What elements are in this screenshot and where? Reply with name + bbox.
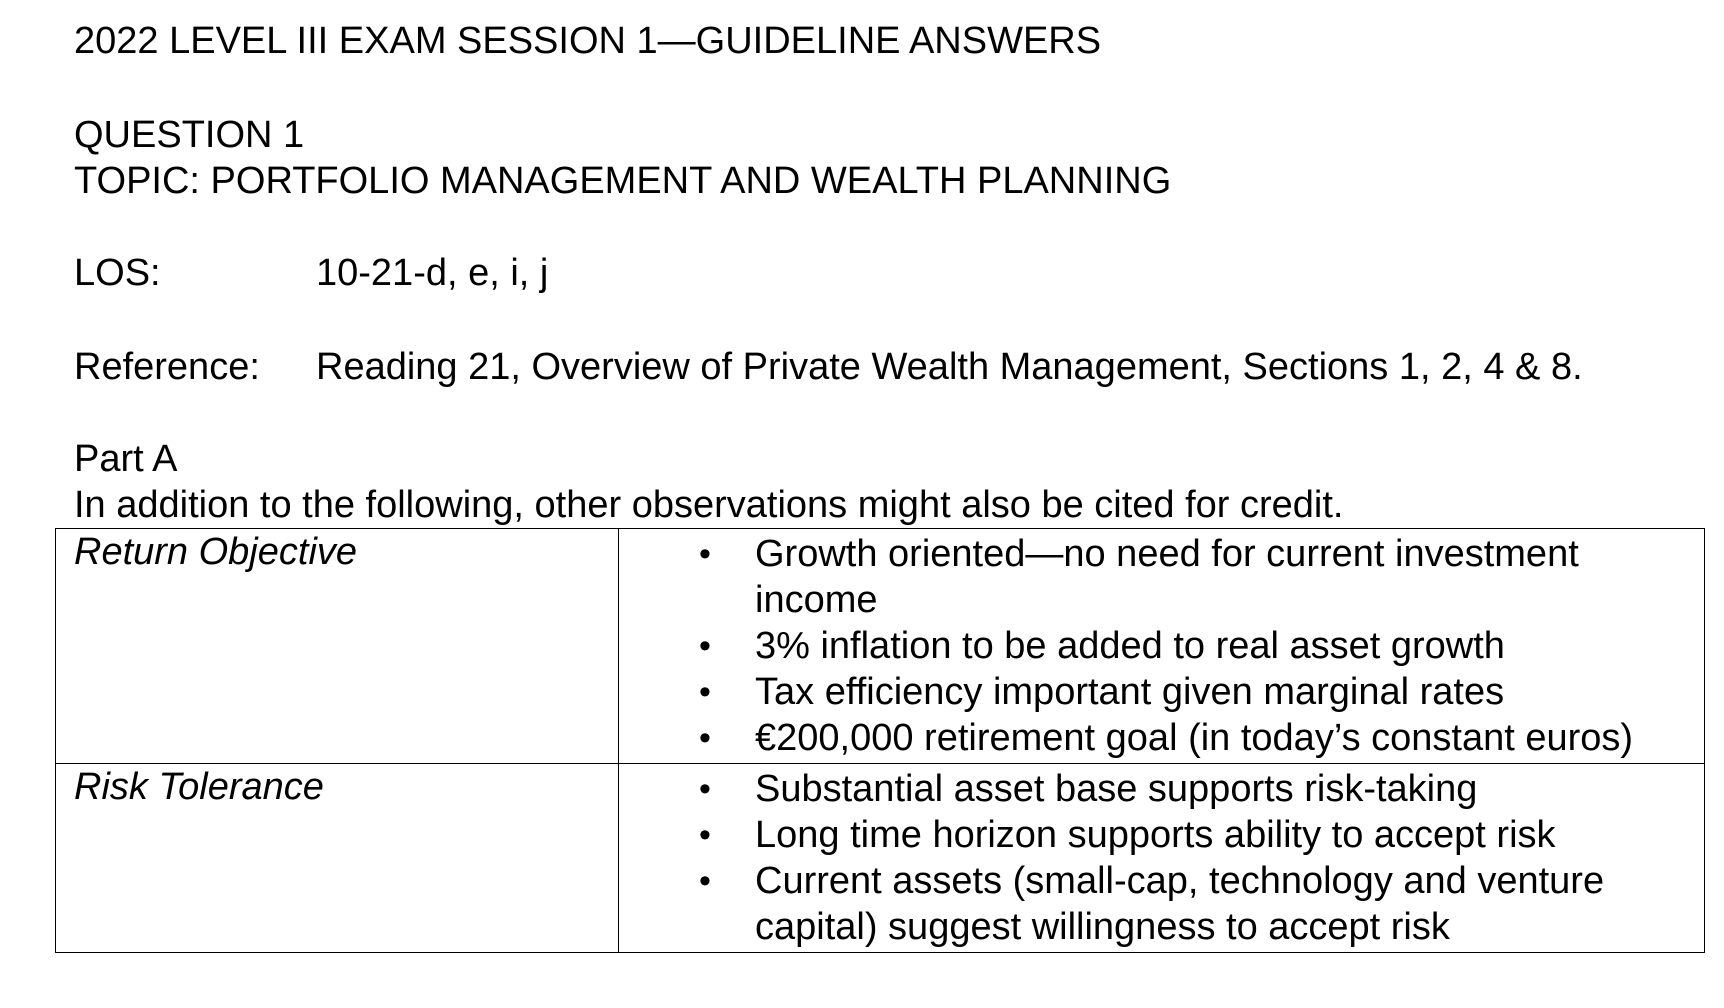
points-cell [619,764,1705,953]
list-item [619,812,1704,858]
list-item-text: €200,000 retirement goal (in today’s constant euros) [755,717,1634,759]
bullet-icon: • [699,770,711,808]
bullet-icon: • [699,719,711,757]
question-topic: TOPIC: PORTFOLIO MANAGEMENT AND WEALTH PLANNING [74,160,1172,202]
bullet-icon: • [699,627,711,665]
part-title: Part A [74,438,178,480]
question-number: QUESTION 1 [74,114,305,156]
category-cell [56,529,619,764]
document-title: 2022 LEVEL III EXAM SESSION 1—GUIDELINE ANSWERS [74,20,1102,62]
list-item-text: Substantial asset base supports risk-taking [755,768,1478,810]
bullet-icon: • [699,816,711,854]
list-item [619,669,1704,715]
part-intro: In addition to the following, other observations might also be cited for credit. [74,484,1344,526]
table-row-risk-tolerance [56,764,1705,953]
answers-table [55,528,1705,953]
list-item [619,858,1704,950]
table-row-return-objective [56,529,1705,764]
list-item-text: Current assets (small-cap, technology and venture capital) suggest willingness to accept risk [755,860,1605,948]
list-item-text: Long time horizon supports ability to accept risk [755,814,1556,856]
list-item-text: 3% inflation to be added to real asset growth [755,625,1505,667]
reference-value: Reading 21, Overview of Private Wealth Management, Sections 1, 2, 4 & 8. [316,346,1583,388]
bullet-icon: • [699,535,711,573]
list-item-text: Tax efficiency important given marginal rates [755,671,1505,713]
bullet-list [619,764,1704,952]
bullet-list [619,529,1704,763]
list-item-text: Growth oriented—no need for current investment income [755,533,1579,621]
list-item [619,531,1704,623]
category-label: Return Objective [74,531,358,573]
bullet-icon: • [699,673,711,711]
list-item [619,623,1704,669]
los-value: 10-21-d, e, i, j [316,252,549,294]
category-label: Risk Tolerance [74,766,324,808]
reference-label: Reference: [74,346,260,388]
category-cell [56,764,619,953]
bullet-icon: • [699,862,711,900]
list-item [619,766,1704,812]
points-cell [619,529,1705,764]
list-item [619,715,1704,761]
los-label: LOS: [74,252,161,294]
